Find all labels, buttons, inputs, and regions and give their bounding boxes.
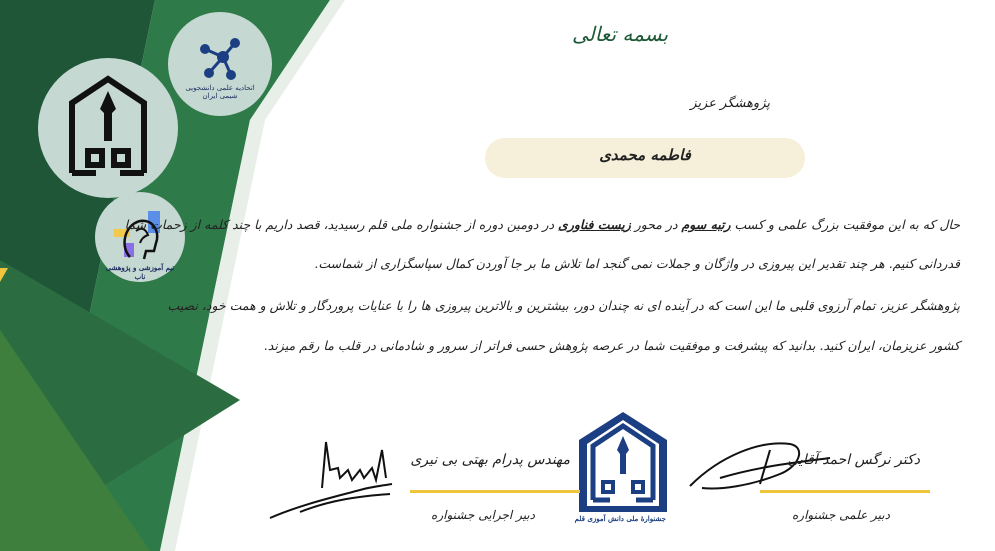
body-line-1-part-3: در دومین دوره از جشنواره ملی قلم رسیدید، قصد داریم با چند کلمه از زحمات شما — [124, 217, 559, 232]
scientific-secretary-name: دکتر نرگس احمد آقایی — [787, 452, 920, 468]
greeting: پژوهشگر عزیز — [690, 96, 770, 111]
chemistry-union-caption: اتحادیه علمی دانشجویی شیمی ایران — [185, 84, 255, 100]
signature-line-right — [760, 490, 930, 493]
certificate-title: بسمه تعالی — [571, 22, 669, 46]
topic-highlight: زیست فناوری — [558, 217, 631, 232]
body-line-2: قدردانی کنیم. هر چند تقدیر این پیروزی در واژگان و جملات نمی گنجد اما تلاش ما بر جا آوردن کمال سپاسگزاری از شماست. — [314, 256, 960, 271]
scientific-secretary-role: دبیر علمی جشنواره — [792, 508, 890, 522]
recipient-name: فاطمه محمدی — [599, 146, 691, 164]
festival-emblem — [579, 412, 667, 512]
body-line-1-part-2: در محور — [630, 217, 682, 232]
body-line-4: کشور عزیزمان، ایران کنید. بدانید که پیشرفت و موفقیت شما در عرصه پژوهش حسی فراتر از سرور و شادمانی در قلب ما رقم میزند. — [263, 338, 960, 353]
nab-team-caption: تیم آموزشی و پژوهشی ناب — [105, 263, 175, 281]
signature-left-scribble — [270, 442, 392, 518]
festival-emblem-caption: جشنوارهٔ ملی دانش آموزی قلم — [574, 514, 666, 523]
rank-highlight: رتبه سوم — [681, 217, 731, 232]
body-line-1-part-1: حال که به این موفقیت بزرگ علمی و کسب — [730, 217, 960, 232]
executive-secretary-role: دبیر اجرایی جشنواره — [431, 508, 535, 522]
executive-secretary-name: مهندس پدرام بهتی بی نیری — [410, 452, 570, 468]
signature-line-left — [410, 490, 580, 493]
body-line-3: پژوهشگر عزیز، تمام آرزوی قلبی ما این است که در آینده ای نه چندان دور، بیشترین و بالاترین پیروزی ها را با عنایات پروردگار و تلاش و همت خود، نصیب — [167, 298, 960, 313]
